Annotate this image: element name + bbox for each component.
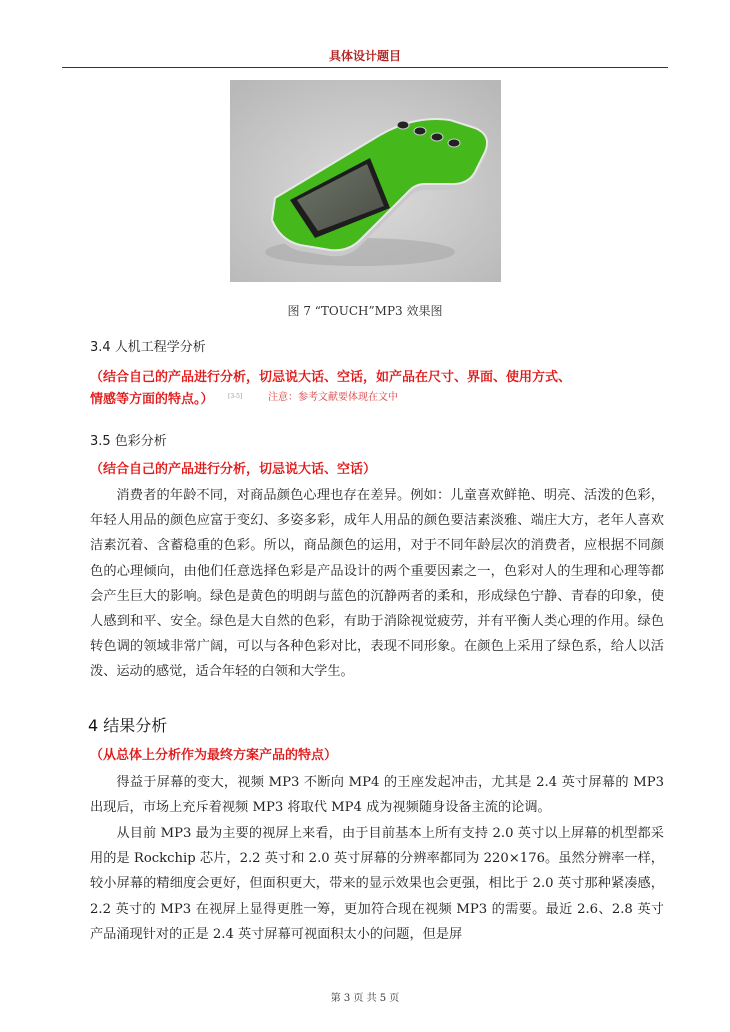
section-heading-3-5: 3.5 色彩分析 [90, 434, 167, 449]
result-paragraph-2: 从目前 MP3 最为主要的视屏上来看，由于目前基本上所有支持 2.0 英寸以上屏幕的机型都采用的是 Rockchip 芯片，2.2 英寸和 2.0 英寸屏幕的分辨率都同为 220×176。虽然分辨率一样，较小屏幕的精细度会更好，但面积更大，带来的显示效果也会更强，相比于 2.0 英寸那种紧凑感，2.2 英寸的 MP3 在视屏上显得更胜一筹，更加符合现在视频 MP3 的需要。最近 2.6、2.8 英寸产品涌现针对的正是 2.4 英寸屏幕可视面积太小的问题，但是屏 [90, 826, 664, 942]
section-heading-3-4: 3.4 人机工程学分析 [90, 340, 206, 355]
page-header-title: 具体设计题目 [328, 49, 401, 63]
color-analysis-paragraph: 消费者的年龄不同，对商品颜色心理也存在差异。例如：儿童喜欢鲜艳、明亮、活泼的色彩，年轻人用品的颜色应富于变幻、多姿多彩，成年人用品的颜色要洁素淡雅、端庄大方，老年人喜欢洁素沉着、含蓄稳重的色彩。所以，商品颜色的运用，对于不同年龄层次的消费者，应根据不同颜色的心理倾向，由他们任意选择色彩是产品设计的两个重要因素之一，色彩对人的生理和心理等都会产生巨大的影响。绿色是黄色的明朗与蓝色的沉静两者的柔和，形成绿色宁静、青春的印象，使人感到和平、安全。绿色是大自然的色彩，有助于消除视觉疲劳，并有平衡人类心理的作用。绿色转色调的领域非常广阔，可以与各种色彩对比，表现不同形象。在颜色上采用了绿色系，给人以活泼、运动的感觉，适合年轻的白领和大学生。 [90, 488, 664, 680]
instruction-note-3-4-line1: （结合自己的产品进行分析，切忌说大话、空话，如产品在尺寸、界面、使用方式、 [90, 370, 572, 385]
reviewer-comment: 注意：参考文献要体现在文中 [268, 392, 398, 403]
header-divider [62, 67, 668, 68]
citation-marker: [3-5] [228, 393, 243, 400]
result-paragraph-1: 得益于屏幕的变大，视频 MP3 不断向 MP4 的王座发起冲击，尤其是 2.4 英寸屏幕的 MP3 出现后，市场上充斥着视频 MP3 将取代 MP4 成为视频随身设备主流的论调。 [90, 775, 664, 816]
mp3-player-render [230, 80, 501, 282]
page-footer: 第 3 页 共 5 页 [330, 993, 400, 1004]
figure-caption: 图 7 “TOUCH”MP3 效果图 [287, 304, 443, 318]
instruction-note-3-5: （结合自己的产品进行分析，切忌说大话、空话） [90, 462, 377, 477]
instruction-note-3-4-line2: 情感等方面的特点。） [90, 392, 214, 407]
section-heading-4: 4 结果分析 [88, 716, 168, 735]
product-render-image [230, 80, 501, 282]
instruction-note-4: （从总体上分析作为最终方案产品的特点） [90, 748, 338, 763]
